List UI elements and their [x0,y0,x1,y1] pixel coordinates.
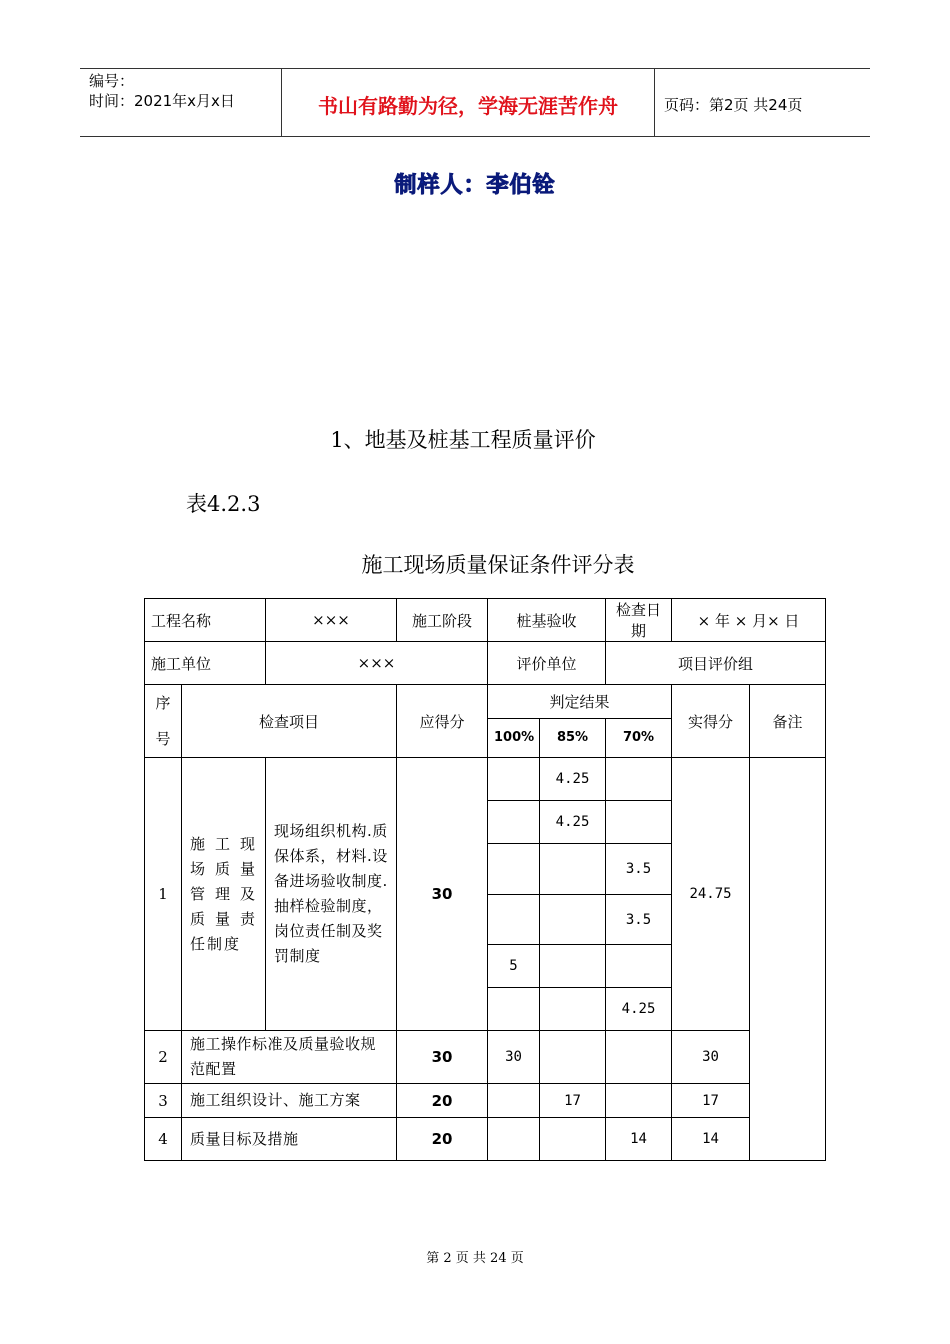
cell-100 [488,801,540,844]
cell-85: 17 [540,1084,606,1118]
quality-score-table [144,598,826,1161]
unit-value: ××× [266,642,488,685]
row-score: 30 [397,1031,488,1084]
cell-85 [540,945,606,988]
cell-85: 4.25 [540,801,606,844]
col-100-header: 100% [488,718,540,757]
row-actual: 30 [672,1031,750,1084]
time-label: 时间：2021年x月x日 [89,92,235,110]
table-row [145,642,826,685]
table-number: 表4.2.3 [186,492,261,516]
col-seq-header: 序 号 [145,685,182,758]
cell-70 [606,758,672,801]
cell-70 [606,945,672,988]
stage-value: 桩基验收 [488,599,606,642]
row-seq: 2 [145,1031,182,1084]
row-score: 20 [397,1118,488,1161]
col-85-header: 85% [540,718,606,757]
cell-70 [606,801,672,844]
row-item: 施工现场质量管理及质量责任制度 [182,758,266,1031]
cell-100 [488,1084,540,1118]
eval-unit-value: 项目评价组 [606,642,826,685]
col-item-header: 检查项目 [182,685,397,758]
table-title: 施工现场质量保证条件评分表 [361,553,635,577]
row-item: 施工操作标准及质量验收规范配置 [182,1031,397,1084]
row-actual: 17 [672,1084,750,1118]
cell-85 [540,1118,606,1161]
header-top-rule [80,68,870,69]
row-seq: 4 [145,1118,182,1161]
page-info: 页码：第2页 共24页 [664,96,803,114]
cell-85 [540,895,606,945]
check-date: × 年 × 月× 日 [672,599,826,642]
cell-85 [540,988,606,1031]
row-actual: 14 [672,1118,750,1161]
cell-70: 14 [606,1118,672,1161]
unit-label: 施工单位 [145,642,266,685]
col-note-header: 备注 [750,685,826,758]
cell-100: 30 [488,1031,540,1084]
stage-label: 施工阶段 [397,599,488,642]
cell-100 [488,844,540,895]
header-bottom-rule [80,136,870,137]
col-score-header: 应得分 [397,685,488,758]
cell-85 [540,844,606,895]
project-name-label: 工程名称 [145,599,266,642]
table-row [145,1118,826,1161]
table-row [145,1084,826,1118]
number-label: 编号： [89,72,135,90]
row-actual: 24.75 [672,758,750,1031]
col-70-header: 70% [606,718,672,757]
cell-70: 3.5 [606,844,672,895]
section-title: 1、地基及桩基工程质量评价 [330,428,596,452]
maker-line: 制样人：李伯铨 [394,173,556,198]
page-footer: 第 2 页 共 24 页 [426,1251,524,1266]
note-cell [750,758,826,1161]
table-header-row [145,685,826,719]
header-motto: 书山有路勤为径，学海无涯苦作舟 [318,94,618,118]
cell-70: 3.5 [606,895,672,945]
cell-70 [606,1031,672,1084]
cell-85: 4.25 [540,758,606,801]
cell-100 [488,988,540,1031]
row-desc: 现场组织机构.质保体系，材料.设备进场验收制度.抽样检验制度，岗位责任制及奖罚制度 [266,758,397,1031]
cell-100 [488,758,540,801]
cell-100 [488,1118,540,1161]
cell-100: 5 [488,945,540,988]
table-row [145,1031,826,1084]
row-score: 30 [397,758,488,1031]
check-date-label: 检查日期 [606,599,672,642]
table-row [145,758,826,801]
col-result-header: 判定结果 [488,685,672,719]
header-divider-right [654,68,655,136]
cell-70 [606,1084,672,1118]
cell-70: 4.25 [606,988,672,1031]
cell-85 [540,1031,606,1084]
eval-unit-label: 评价单位 [488,642,606,685]
project-name: ××× [266,599,397,642]
row-seq: 1 [145,758,182,1031]
row-item: 质量目标及措施 [182,1118,397,1161]
row-score: 20 [397,1084,488,1118]
col-actual-header: 实得分 [672,685,750,758]
row-item: 施工组织设计、施工方案 [182,1084,397,1118]
row-seq: 3 [145,1084,182,1118]
table-row [145,599,826,642]
cell-100 [488,895,540,945]
